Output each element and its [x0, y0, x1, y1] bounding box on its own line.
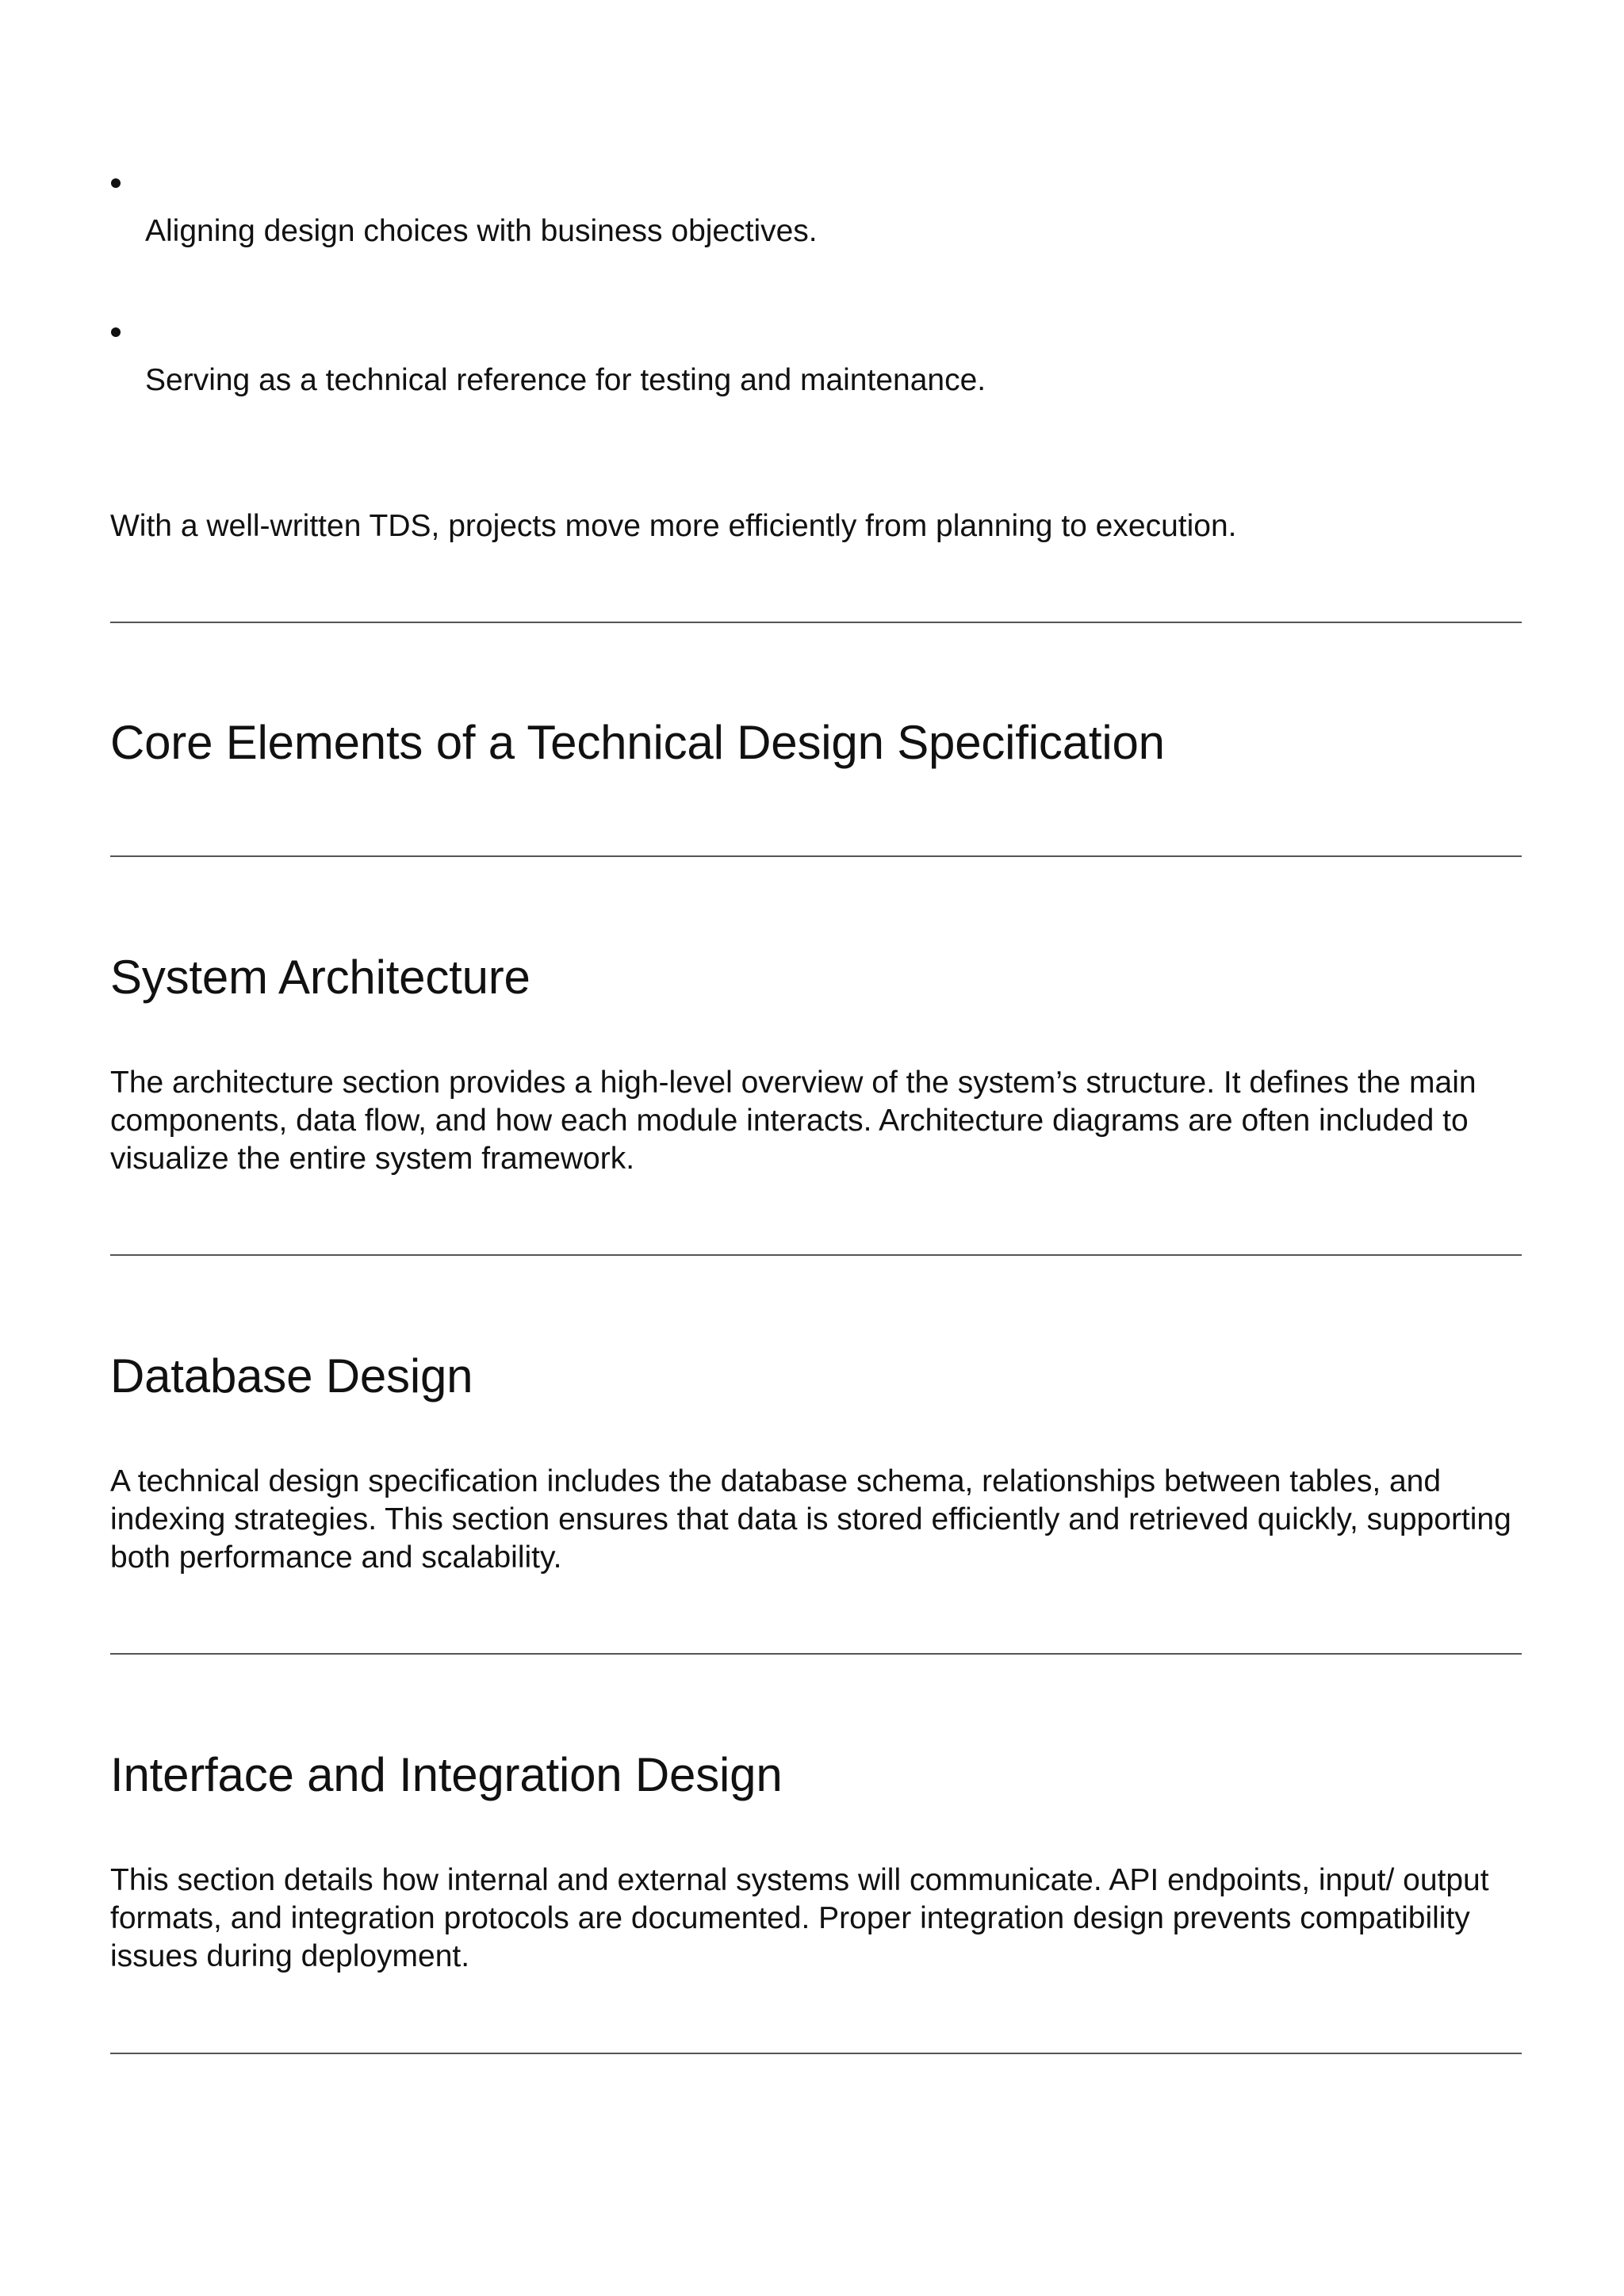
section-heading: Interface and Integration Design [110, 1748, 783, 1801]
divider [110, 855, 1522, 857]
section-body: The architecture section provides a high-level overview of the system’s structure. It defines the main components, data flow, and how each module interacts. Architecture diagrams are often included to visualize the entire system framework. [110, 1066, 1477, 1176]
bullet-dot-icon [111, 327, 121, 337]
bullet-item [110, 320, 1522, 415]
bullet-item [110, 170, 1522, 266]
section-heading: Database Design [110, 1349, 473, 1402]
closing-paragraph: With a well-written TDS, projects move more efficiently from planning to execution. [110, 509, 1237, 543]
divider [110, 2053, 1522, 2054]
divider [110, 622, 1522, 623]
section-body: This section details how internal and external systems will communicate. API endpoints, input/ output formats, and integration protocols are documented. Proper integration design prevents compatibility issues during deployment. [110, 1863, 1489, 1973]
bullet-dot-icon [111, 178, 121, 188]
main-heading: Core Elements of a Technical Design Specification [110, 716, 1165, 769]
section-heading: System Architecture [110, 951, 530, 1004]
divider [110, 1254, 1522, 1256]
bullet-text: Serving as a technical reference for testing and maintenance. [145, 363, 986, 397]
section-body: A technical design specification includes the database schema, relationships between tables, and indexing strategies. This section ensures that data is stored efficiently and retrieved quickly, supporting both performance and scalability. [110, 1464, 1511, 1575]
divider [110, 1653, 1522, 1655]
bullet-text: Aligning design choices with business objectives. [145, 214, 818, 248]
